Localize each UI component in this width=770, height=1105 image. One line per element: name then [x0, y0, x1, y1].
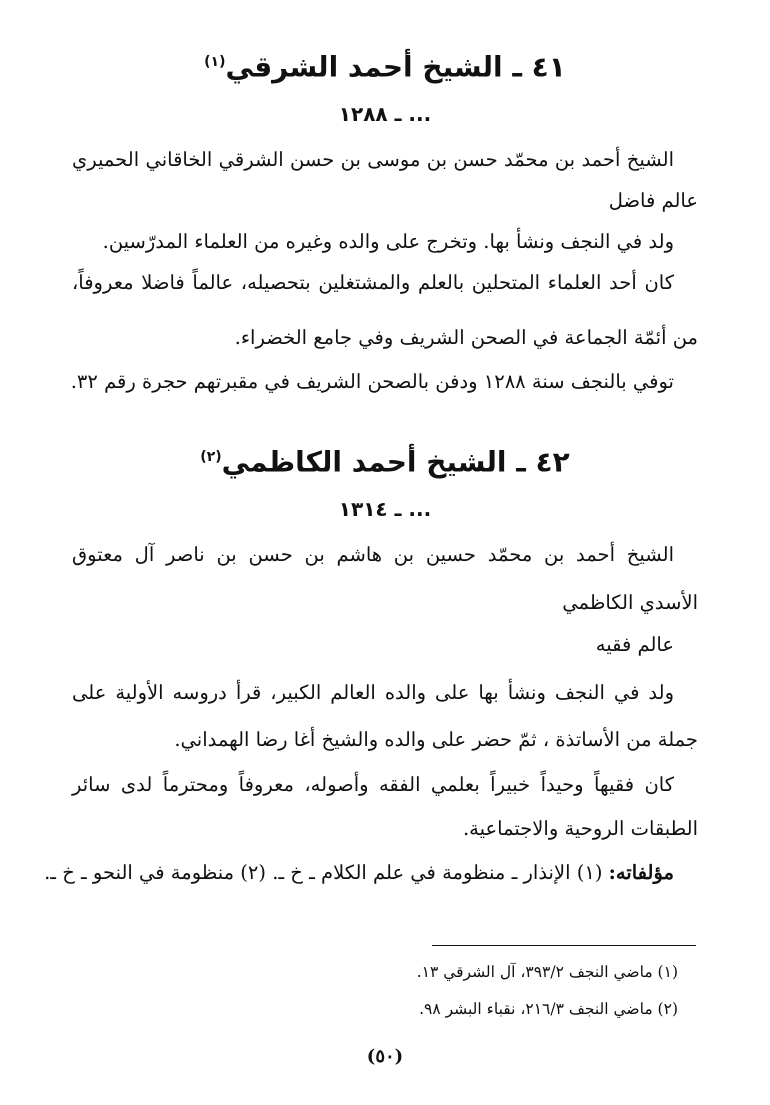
entry-42-works — [44, 858, 698, 888]
page-number: (٥٠) — [366, 1046, 404, 1067]
entry-41-line-2: عالم فاضل — [608, 189, 698, 212]
footnote-divider — [432, 945, 696, 946]
footnote-ref-1: (١) — [204, 54, 226, 70]
entry-42-line-2: الأسدي الكاظمي — [562, 591, 698, 614]
footnote-ref-2: (٢) — [200, 449, 222, 465]
entry-42-line-5: جملة من الأساتذة ، ثمّ حضر على والده والشيخ أغا رضا الهمداني. — [174, 728, 698, 751]
entry-41-line-5: من أئمّة الجماعة في الصحن الشريف وفي جامع الخضراء. — [234, 326, 698, 349]
footnote-2: (٢) ماضي النجف ٢١٦/٣، نقباء البشر ٩٨. — [419, 1000, 678, 1018]
entry-41-line-1: الشيخ أحمد بن محمّد حسن بن موسى بن حسن الشرقي الخاقاني الحميري — [72, 148, 674, 171]
entry-42-heading — [70, 437, 700, 482]
entry-41-line-4: كان أحد العلماء المتحلين بالعلم والمشتغلين بتحصيله، عالماً فاضلا معروفاً، — [72, 271, 674, 294]
entry-42-title: ٤٢ ـ الشيخ أحمد الكاظمي — [221, 445, 570, 479]
entry-42-line-6: كان فقيهاً وحيداً خبيراً بعلمي الفقه وأصوله، معروفاً ومحترماً لدى سائر — [72, 773, 674, 796]
entry-42-line-7: الطبقات الروحية والاجتماعية. — [462, 817, 698, 840]
entry-41-line-3: ولد في النجف ونشأ بها. وتخرج على والده وغيره من العلماء المدرّسين. — [102, 230, 674, 253]
entry-41-title: ٤١ ـ الشيخ أحمد الشرقي — [225, 50, 566, 84]
footnote-1: (١) ماضي النجف ٣٩٣/٢، آل الشرقي ١٣. — [416, 963, 678, 981]
entry-41-line-6: توفي بالنجف سنة ١٢٨٨ ودفن بالصحن الشريف في مقبرتهم حجرة رقم ٣٢. — [70, 370, 674, 393]
entry-42-line-1: الشيخ أحمد بن محمّد حسين بن هاشم بن حسن بن ناصر آل معتوق — [72, 543, 674, 566]
entry-42-dates: ... ـ ١٣١٤ — [338, 497, 432, 521]
entry-42-line-3: عالم فقيه — [595, 633, 674, 656]
works-label: مؤلفاته: — [608, 861, 674, 884]
entry-41-dates: ... ـ ١٢٨٨ — [338, 102, 432, 126]
entry-42-line-4: ولد في النجف ونشأ بها على والده العالم الكبير، قرأ دروسه الأولية على — [72, 681, 674, 704]
entry-41-heading — [70, 42, 700, 87]
works-text: (١) الإنذار ـ منظومة في علم الكلام ـ خ ـ. (٢) منظومة في النحو ـ خ ـ. — [44, 861, 609, 884]
